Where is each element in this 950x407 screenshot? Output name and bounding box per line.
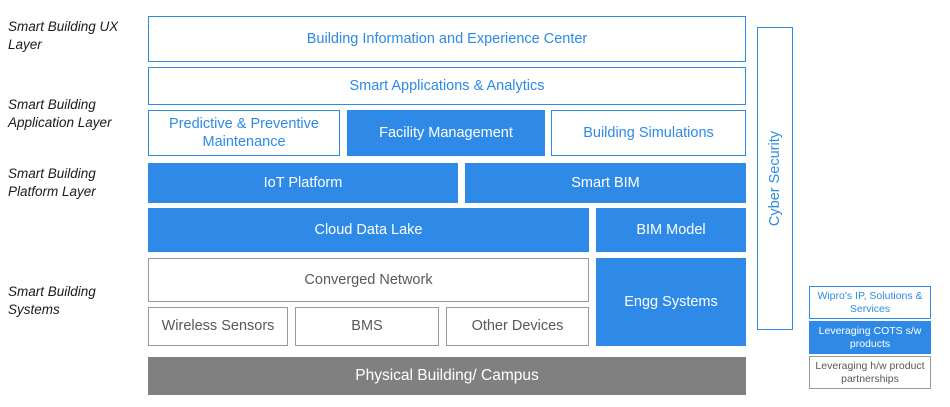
box-wireless-sensors-label: Wireless Sensors [161, 318, 275, 335]
box-other-devices-label: Other Devices [471, 318, 564, 335]
layer-label-application [8, 96, 138, 132]
layer-label-systems-text: Smart Building Systems [8, 284, 96, 318]
box-smart-applications-analytics[interactable] [148, 67, 746, 105]
box-cloud-data-lake-label: Cloud Data Lake [314, 221, 423, 238]
legend-item-wipro-ip-label: Wipro's IP, Solutions & Services [817, 289, 923, 315]
box-engg-systems[interactable] [596, 258, 746, 346]
box-cloud-data-lake[interactable] [148, 208, 589, 252]
box-predictive-preventive-maintenance[interactable] [148, 110, 340, 156]
box-bim-model-label: BIM Model [636, 221, 706, 238]
box-building-simulations[interactable] [551, 110, 746, 156]
legend-item-wipro-ip [809, 286, 931, 319]
box-facility-management-label: Facility Management [379, 124, 513, 141]
box-iot-platform[interactable] [148, 163, 458, 203]
box-bie-center-label: Building Information and Experience Center [306, 30, 588, 47]
box-bms[interactable] [295, 307, 439, 346]
layer-label-platform [8, 165, 138, 201]
layer-label-application-text: Smart Building Application Layer [8, 97, 112, 131]
legend-item-cots [809, 321, 931, 354]
box-converged-network-label: Converged Network [304, 271, 433, 288]
box-converged-network[interactable] [148, 258, 589, 302]
legend-item-hw-partnerships-label: Leveraging h/w product partnerships [815, 359, 925, 385]
box-other-devices[interactable] [446, 307, 589, 346]
box-physical-building-label: Physical Building/ Campus [355, 367, 539, 385]
legend-item-cots-label: Leveraging COTS s/w products [818, 324, 922, 350]
layer-label-platform-text: Smart Building Platform Layer [8, 166, 96, 200]
box-bim-model[interactable] [596, 208, 746, 252]
box-cyber-security-label: Cyber Security [767, 130, 783, 227]
box-building-information-experience-center[interactable] [148, 16, 746, 62]
legend-item-hw-partnerships [809, 356, 931, 389]
box-smart-apps-label: Smart Applications & Analytics [349, 77, 545, 94]
layer-label-ux [8, 18, 138, 54]
box-iot-platform-label: IoT Platform [263, 174, 343, 191]
layer-label-ux-text: Smart Building UX Layer [8, 19, 119, 53]
box-bms-label: BMS [351, 318, 383, 335]
layer-label-systems [8, 283, 138, 319]
box-wireless-sensors[interactable] [148, 307, 288, 346]
box-cyber-security[interactable] [757, 27, 793, 330]
box-smart-bim-label: Smart BIM [571, 174, 640, 191]
box-predictive-label: Predictive & Preventive Maintenance [169, 115, 319, 150]
box-building-simulations-label: Building Simulations [583, 124, 714, 141]
box-smart-bim[interactable] [465, 163, 746, 203]
box-physical-building-campus[interactable] [148, 357, 746, 395]
box-facility-management[interactable] [347, 110, 545, 156]
box-engg-systems-label: Engg Systems [624, 293, 718, 310]
